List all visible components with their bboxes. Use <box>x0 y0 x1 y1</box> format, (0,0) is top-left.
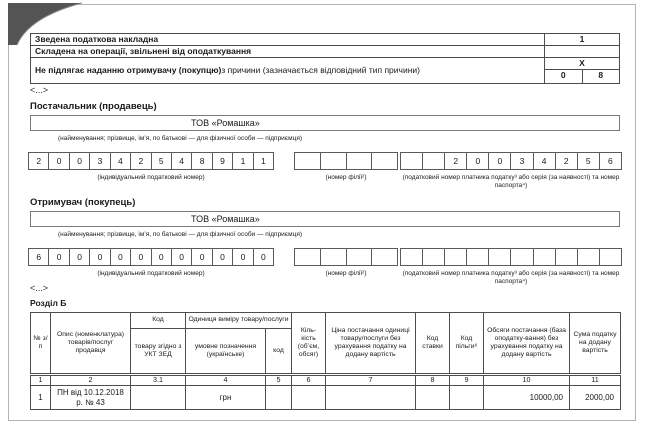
digit-cell <box>321 153 347 169</box>
digit-cell: 3 <box>90 153 110 169</box>
digit-cell <box>467 249 489 265</box>
buyer-tax-number-caption: (індивідуальний податковий номер) <box>97 270 205 277</box>
digit-cell: 0 <box>70 153 90 169</box>
col-header-rate: Код ставки <box>416 313 450 375</box>
col-header-code-group: Код <box>131 313 186 329</box>
numbering-cell: 6 <box>292 375 326 386</box>
digit-cell: 0 <box>152 249 172 265</box>
buyer-branch-caption: (номер філії²) <box>325 270 367 277</box>
digit-cell: 2 <box>445 153 467 169</box>
reason-type-digit: 8 <box>598 70 604 80</box>
digit-cell: 6 <box>608 156 613 166</box>
digit-cell <box>445 249 467 265</box>
not-issued-mark: X <box>545 58 619 70</box>
digit-cell: 0 <box>233 249 253 265</box>
data-cell-rate <box>416 386 450 410</box>
digit-cell: 0 <box>49 249 69 265</box>
digit-cell: 8 <box>192 153 212 169</box>
supplier-tax-number-caption: (індивідуальний податковий номер) <box>97 174 205 181</box>
invoice-type-table <box>30 33 620 84</box>
data-cell-tax: 2000,00 <box>570 386 621 410</box>
digit-cell: 2 <box>29 153 49 169</box>
digit-cell <box>347 153 373 169</box>
digit-cell: 0 <box>260 252 266 262</box>
digit-cell: 0 <box>70 249 90 265</box>
reason-type-cells <box>545 70 619 83</box>
numbering-cell: 4 <box>186 375 266 386</box>
col-header-no: № з/п <box>31 313 51 375</box>
numbering-cell: 11 <box>570 375 621 386</box>
col-header-unit-code: код <box>266 329 292 375</box>
buyer-name-field <box>30 211 620 227</box>
digit-cell: 0 <box>111 249 131 265</box>
digit-cell <box>556 249 578 265</box>
buyer-branch-field <box>294 248 398 266</box>
data-cell-unit-name: грн <box>186 386 266 410</box>
col-header-desc: Опис (номенклатура) товарів/послуг продавця <box>51 313 131 375</box>
digit-cell <box>511 249 533 265</box>
numbering-cell: 7 <box>326 375 416 386</box>
buyer-passport-field <box>400 248 622 266</box>
digit-cell: 4 <box>111 153 131 169</box>
data-cell-volume: 10000,00 <box>484 386 570 410</box>
col-header-unit-name: умовне позначення (українське) <box>186 329 266 375</box>
buyer-name-caption: (найменування; прізвище, ім’я, по батькові — для фізичної особи — підприємця) <box>58 231 303 238</box>
supplier-branch-field <box>294 152 398 170</box>
buyer-passport-caption: (податковий номер платника податку³ або серія (за наявності) та номер паспорта⁴) <box>402 270 620 285</box>
not-issued-row <box>31 58 619 83</box>
digit-cell: 1 <box>233 153 253 169</box>
supplier-name-field <box>30 115 620 131</box>
digit-cell: 2 <box>556 153 578 169</box>
digit-cell: 9 <box>213 153 233 169</box>
digit-cell: 0 <box>90 249 110 265</box>
numbering-cell: 5 <box>266 375 292 386</box>
digit-cell: 1 <box>260 156 266 166</box>
col-header-tax: Сума податку на додану вартість <box>570 313 621 375</box>
exempt-operations-row <box>31 46 619 58</box>
reason-type-digit: 0 <box>545 70 583 83</box>
table-row <box>31 386 621 410</box>
col-header-code-ukt: товару згідно з УКТ ЗЕД <box>131 329 186 375</box>
numbering-cell: 2 <box>51 375 131 386</box>
buyer-section-title: Отримувач (покупець) <box>30 197 136 208</box>
supplier-passport-caption: (податковий номер платника податку³ або серія (за наявності) та номер паспорта⁴) <box>402 174 620 189</box>
digit-cell <box>321 249 347 265</box>
digit-cell: 2 <box>131 153 151 169</box>
supplier-name-caption: (найменування; прізвище, ім’я, по батькові — для фізичної особи — підприємця) <box>58 135 303 142</box>
col-header-unit-group: Одиниця виміру товару/послуги <box>186 313 292 329</box>
numbering-cell: 9 <box>450 375 484 386</box>
digit-cell <box>347 249 373 265</box>
numbering-cell: 10 <box>484 375 570 386</box>
digit-cell: 0 <box>192 249 212 265</box>
col-header-qty: Кіль-кість (об’єм, обсяг) <box>292 313 326 375</box>
section-b-table <box>30 312 621 410</box>
digit-cell <box>578 249 600 265</box>
not-issued-label-bold: Не підлягає наданню отримувачу (покупцю) <box>35 65 222 75</box>
not-issued-label-rest: з причини (зазначається відповідний тип причини) <box>221 65 420 75</box>
numbering-cell: 1 <box>31 375 51 386</box>
digit-cell: 3 <box>511 153 533 169</box>
col-header-price: Ціна постачання одиниці товару/послуги без урахування податку на додану вартість <box>326 313 416 375</box>
col-header-benefit: Код пільги⁶ <box>450 313 484 375</box>
column-numbering-row <box>31 375 621 386</box>
digit-cell: 0 <box>172 249 192 265</box>
numbering-cell: 8 <box>416 375 450 386</box>
data-cell-no: 1 <box>31 386 51 410</box>
supplier-tax-number-field <box>28 152 274 170</box>
omitted-content-marker: <...> <box>30 283 49 293</box>
summary-invoice-label: Зведена податкова накладна <box>31 34 545 45</box>
exempt-operations-label: Складена на операції, звільнені від оподаткування <box>31 46 545 57</box>
exempt-operations-value <box>545 46 619 57</box>
data-cell-qty <box>292 386 326 410</box>
digit-cell: 0 <box>49 153 69 169</box>
digit-cell <box>600 249 621 265</box>
omitted-content-marker: <...> <box>30 85 49 95</box>
digit-cell <box>295 249 321 265</box>
data-cell-benefit <box>450 386 484 410</box>
digit-cell: 0 <box>467 153 489 169</box>
supplier-name: ТОВ «Ромашка» <box>191 118 260 128</box>
data-cell-unit-code <box>266 386 292 410</box>
section-b-title: Розділ Б <box>30 298 67 308</box>
digit-cell <box>534 249 556 265</box>
digit-cell <box>401 153 423 169</box>
digit-cell <box>372 153 397 169</box>
supplier-passport-field <box>400 152 622 170</box>
supplier-section-title: Постачальник (продавець) <box>30 101 157 112</box>
digit-cell: 0 <box>489 153 511 169</box>
digit-cell: 5 <box>578 153 600 169</box>
digit-cell: 5 <box>152 153 172 169</box>
summary-invoice-value: 1 <box>579 34 585 44</box>
numbering-cell: 3.1 <box>131 375 186 386</box>
not-issued-label <box>31 58 545 83</box>
digit-cell: 0 <box>213 249 233 265</box>
buyer-name: ТОВ «Ромашка» <box>191 214 260 224</box>
digit-cell <box>295 153 321 169</box>
digit-cell: 4 <box>172 153 192 169</box>
digit-cell <box>489 249 511 265</box>
digit-cell: 4 <box>534 153 556 169</box>
digit-cell <box>401 249 423 265</box>
digit-cell: 6 <box>29 249 49 265</box>
data-cell-price <box>326 386 416 410</box>
summary-invoice-row <box>31 34 619 46</box>
not-issued-marks <box>545 58 619 83</box>
col-header-volume: Обсяги постачання (база оподатку-вання) без урахування податку на додану вартість <box>484 313 570 375</box>
data-cell-desc: ПН від 10.12.2018 р. № 43 <box>51 386 131 410</box>
buyer-tax-number-field <box>28 248 274 266</box>
digit-cell <box>372 249 397 265</box>
data-cell-code <box>131 386 186 410</box>
digit-cell <box>423 153 445 169</box>
digit-cell <box>423 249 445 265</box>
supplier-branch-caption: (номер філії²) <box>325 174 367 181</box>
digit-cell: 0 <box>131 249 151 265</box>
